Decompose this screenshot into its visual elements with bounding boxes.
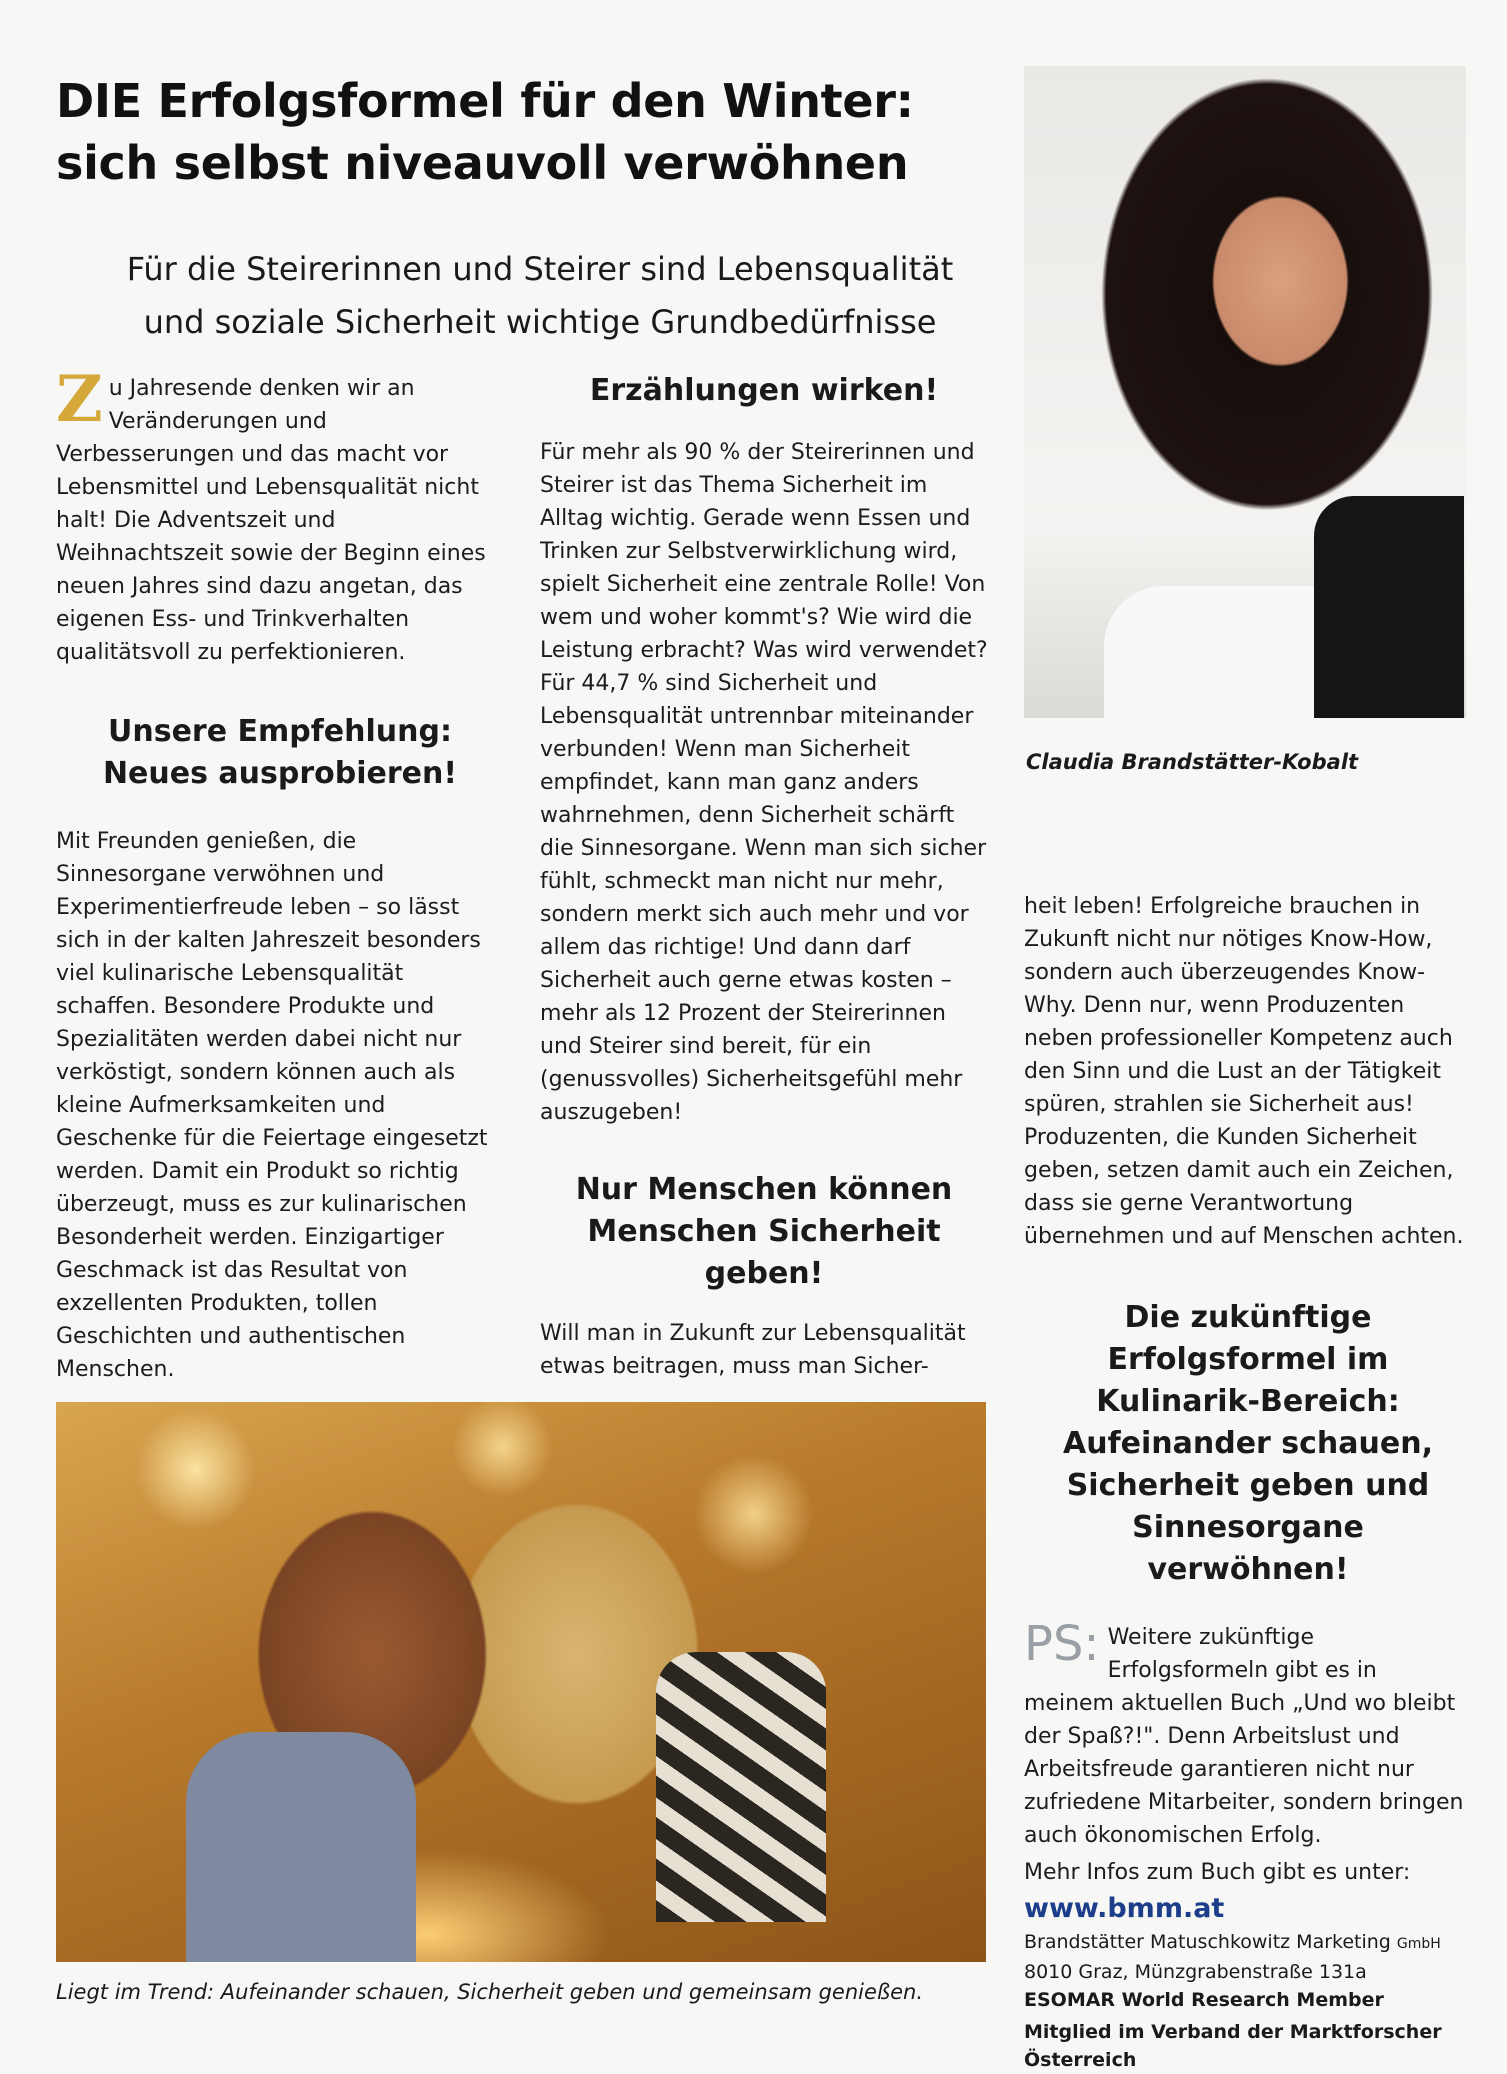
headline-line1: DIE Erfolgsformel für den Winter: (56, 74, 914, 128)
column-3-paragraph: heit leben! Erfolgreiche brauchen in Zukunft nicht nur nötiges Know-How, sondern auch überzeugendes Know-Why. Denn nur, wenn Produzenten neben professioneller Kompetenz auch den Sinn und die Lust an der Tätigkeit spüren, strahlen sie Sicherheit aus! Produzenten, die Kunden Sicherheit geben, setzen damit auch ein Zeichen, dass sie gerne Verantwortung übernehmen und auf Menschen achten. (1024, 894, 1464, 1249)
portrait-caption: Claudia Brandstätter-Kobalt (1026, 750, 1359, 774)
subtitle-line1: Für die Steirerinnen und Steirer sind Lebensqualität (126, 250, 954, 288)
column-1 (56, 362, 504, 1386)
ps-paragraph (1024, 1616, 1472, 1852)
portrait-photo (1024, 66, 1466, 718)
empfehlung-paragraph: Mit Freunden genießen, die Sinnesorgane verwöhnen und Experimentierfreude leben – so lässt sich in der kalten Jahreszeit besonders viel kulinarische Lebensqualität schaffen. Besondere Produkte und Spezialitäten werden dabei nicht nur verköstigt, sondern können auch als kleine Aufmerksamkeiten und Geschenke für die Feiertage eingesetzt werden. Damit ein Produkt so richtig überzeugt, muss es zur kulinarischen Besonderheit werden. Einzigartiger Geschmack ist das Resultat von exzellenten Produkten, tollen Geschichten und authentischen Menschen. (56, 829, 488, 1382)
erzaehlungen-paragraph: Für mehr als 90 % der Steirerinnen und Steirer ist das Thema Sicherheit im Alltag wichtig. Gerade wenn Essen und Trinken zur Selbstverwirklichung wird, spielt Sicherheit eine zentrale Rolle! Von wem und woher kommt's? Wie wird die Leistung erbracht? Was wird verwendet? Für 44,7 % sind Sicherheit und Lebensqualität untrennbar miteinander verbunden! Wenn man Sicherheit empfindet, kann man ganz anders wahrnehmen, denn Sicherheit schärft die Sinnesorgane. Wenn man sich sicher fühlt, schmeckt man nicht nur mehr, sondern merkt sich auch mehr und vor allem das richtige! Und dann darf Sicherheit auch gerne etwas kosten – mehr als 12 Prozent der Steirerinnen und Steirer sind bereit, für ein (genussvolles) Sicherheitsgefühl mehr auszugeben! (540, 440, 988, 1125)
ps-label: PS: (1024, 1616, 1100, 1672)
company-name (1024, 1928, 1472, 1958)
subtitle-line2: und soziale Sicherheit wichtige Grundbedürfnisse (143, 303, 937, 341)
nur-menschen-paragraph: Will man in Zukunft zur Lebensqualität etwas beitragen, muss man Sicher- (540, 1321, 966, 1379)
company-address: 8010 Graz, Münzgrabenstraße 131a (1024, 1961, 1367, 1983)
couple-photo (56, 1402, 986, 1962)
subtitle (60, 243, 1020, 349)
company-text: Brandstätter Matuschkowitz Marketing (1024, 1931, 1391, 1953)
heading-erfolgsformel: Die zukünftige Erfolgsformel im Kulinarik-Bereich: Aufeinander schauen, Sicherheit geben und Sinnesorgane verwöhnen! (1063, 1300, 1433, 1587)
website-link[interactable]: www.bmm.at (1024, 1893, 1225, 1924)
column-3 (1024, 890, 1472, 2074)
ps-block (1024, 1616, 1472, 2074)
verband-member: Mitglied im Verband der Marktforscher Österreich (1024, 2021, 1442, 2071)
woman-striped-top-shape (656, 1652, 826, 1922)
heading-empfehlung: Unsere Empfehlung: Neues ausprobieren! (102, 714, 458, 791)
intro-paragraph (56, 362, 504, 669)
company-suffix: GmbH (1396, 1936, 1441, 1952)
intro-text: u Jahresende denken wir an Veränderungen und Verbesserungen und das macht vor Lebensmittel und Lebensqualität nicht halt! Die Adventszeit und Weihnachtszeit sowie der Beginn eines neuen Jahres sind dazu angetan, das eigenen Ess- und Trinkverhalten qualitätsvoll zu perfektionieren. (56, 376, 486, 665)
portrait-jacket-shape (1314, 496, 1464, 718)
man-shirt-shape (186, 1732, 416, 1962)
heading-nur-menschen: Nur Menschen können Menschen Sicherheit geben! (575, 1172, 953, 1291)
headline-line2: sich selbst niveauvoll verwöhnen (56, 136, 909, 190)
headline (56, 70, 1016, 194)
more-info: Mehr Infos zum Buch gibt es unter: (1024, 1860, 1411, 1885)
esomar-member: ESOMAR World Research Member (1024, 1989, 1384, 2011)
column-2 (540, 370, 988, 1383)
photo-caption: Liegt im Trend: Aufeinander schauen, Sicherheit geben und gemeinsam genießen. (56, 1980, 924, 2004)
ps-text: Weitere zukünftige Erfolgsformeln gibt es in meinem aktuellen Buch „Und wo bleibt der Spaß?!". Denn Arbeitslust und Arbeitsfreude garantieren nicht nur zufriedene Mitarbeiter, sondern bringen auch ökonomischen Erfolg. (1024, 1625, 1464, 1848)
heading-erzaehlungen: Erzählungen wirken! (589, 373, 939, 408)
dropcap: Z (56, 362, 103, 437)
